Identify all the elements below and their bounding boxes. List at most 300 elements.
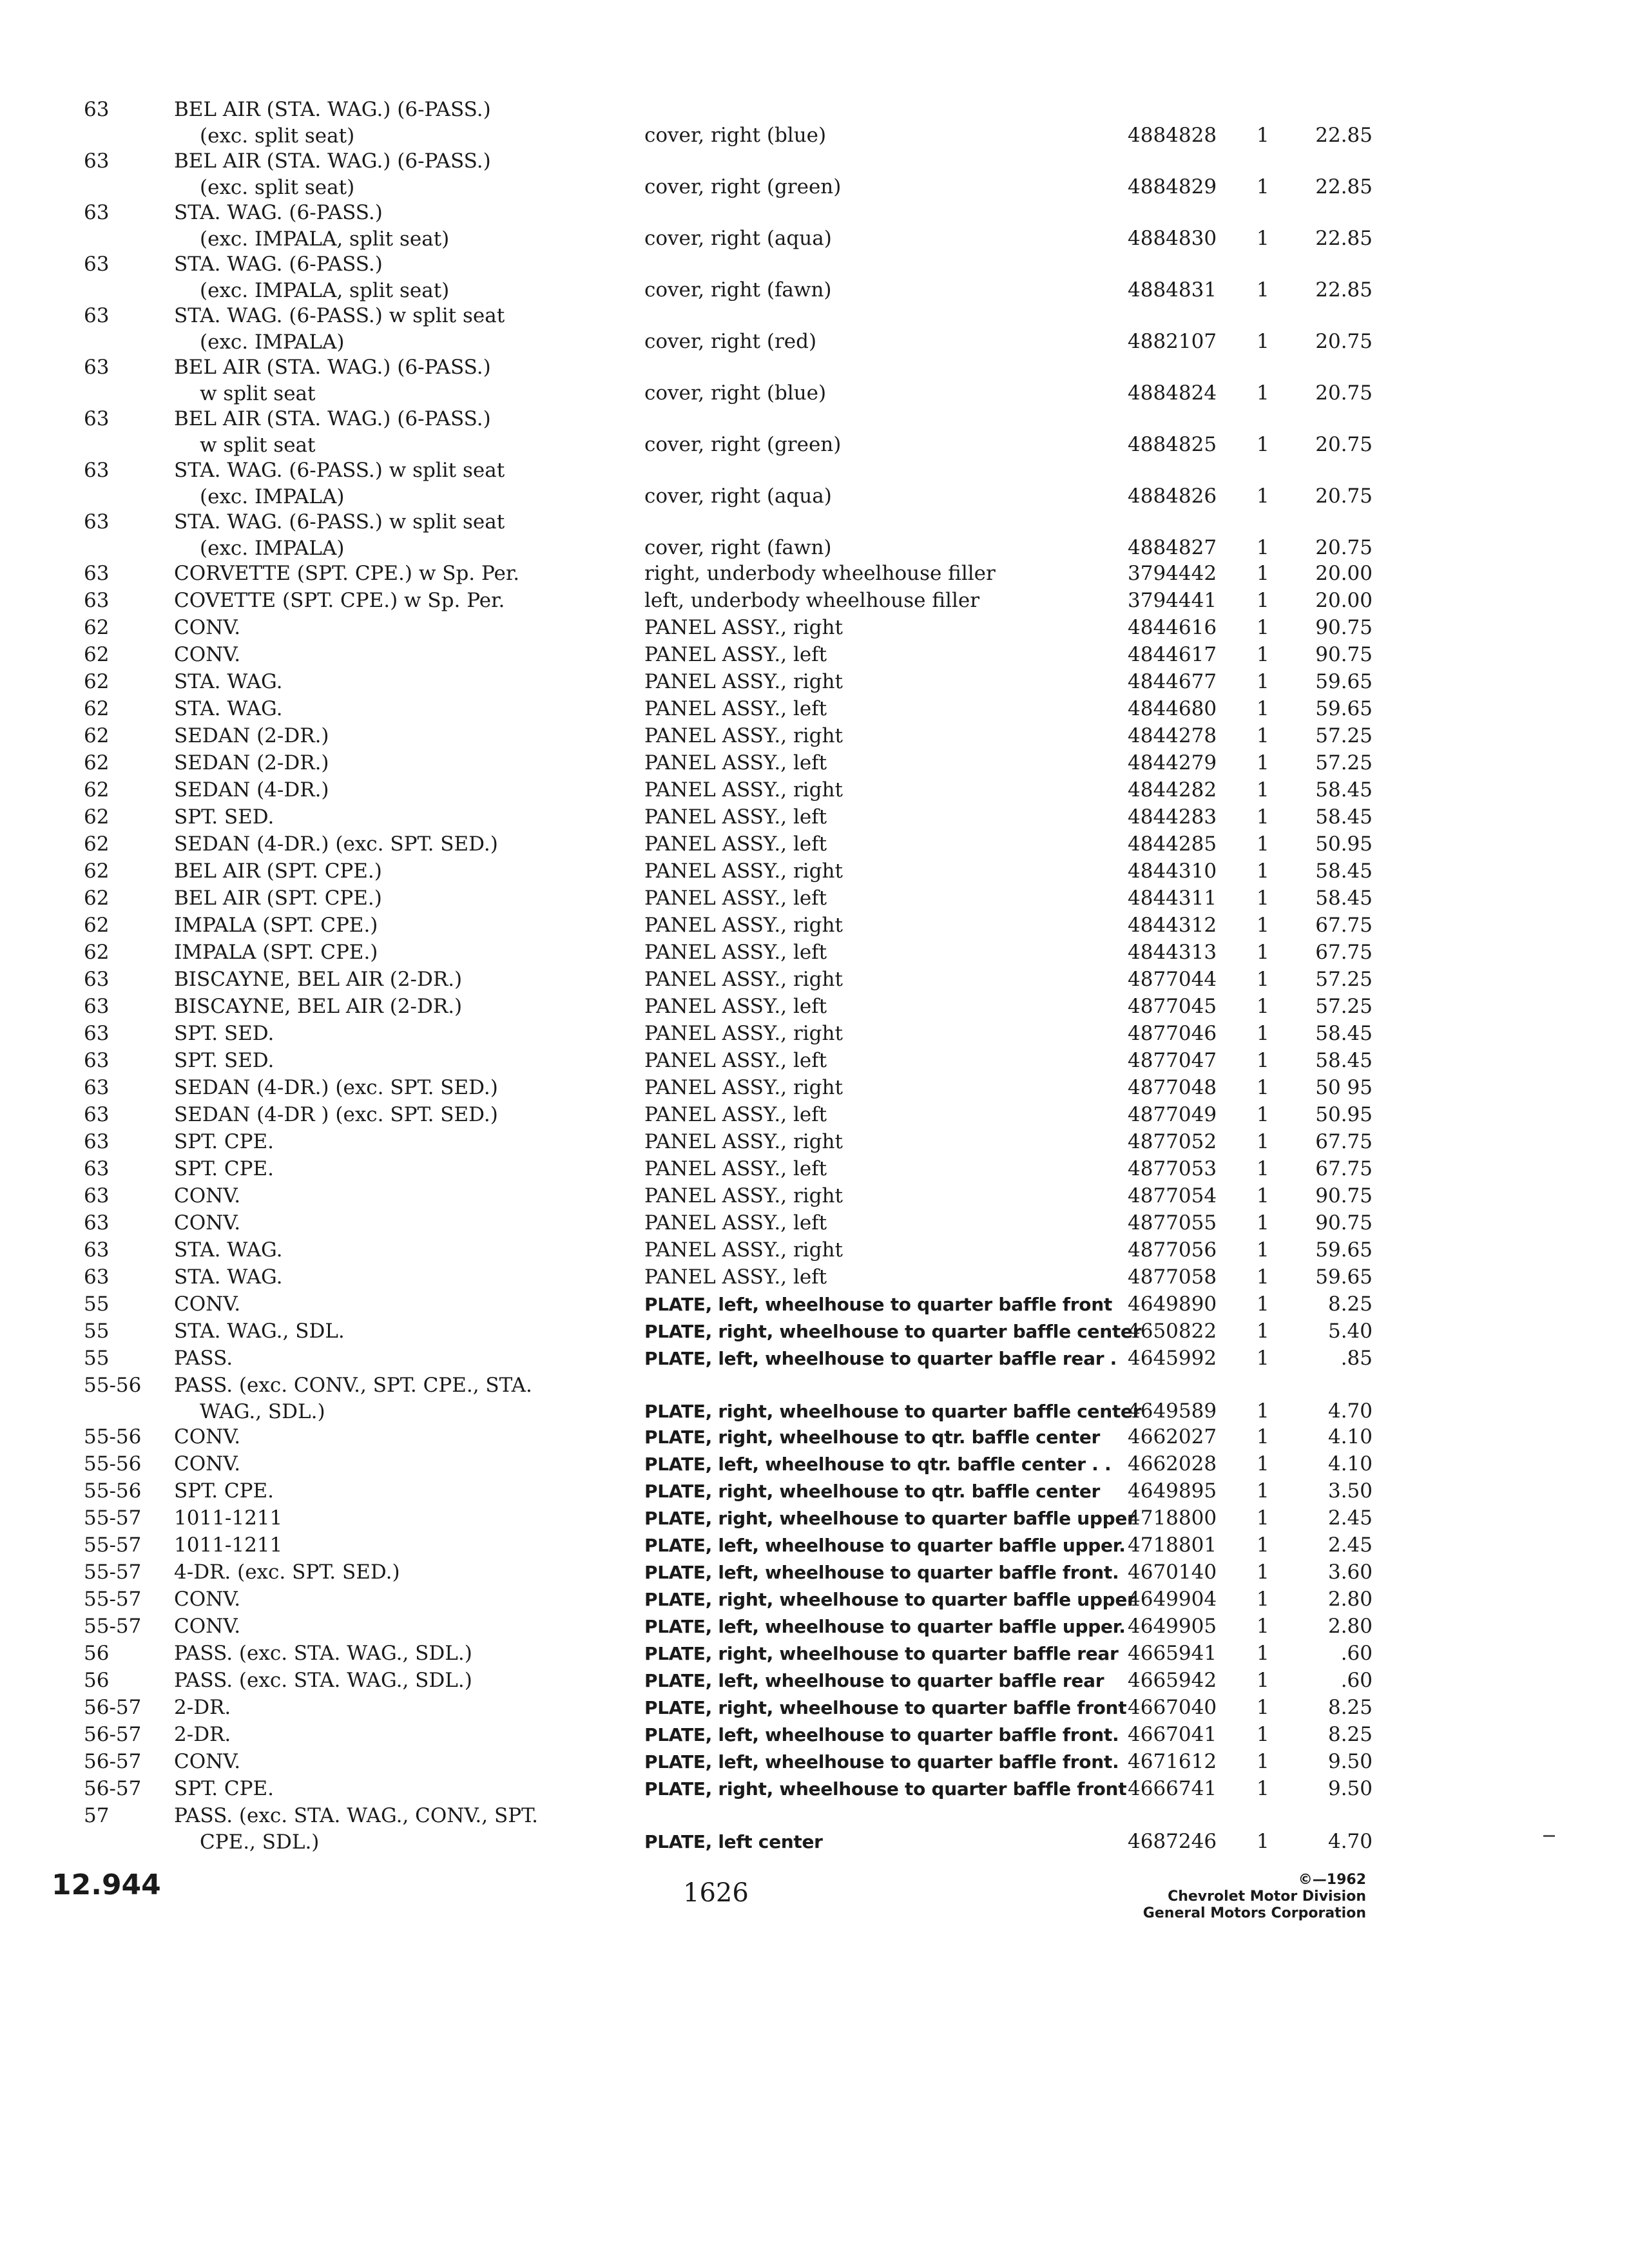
part-number-cell: 4844311 [1128, 887, 1217, 910]
price-cell: 8.25 [1327, 1293, 1373, 1316]
part-number-cell: 4877049 [1128, 1103, 1217, 1126]
quantity-cell: 1 [1257, 227, 1269, 250]
part-number-cell: 4877056 [1128, 1238, 1217, 1262]
quantity-cell: 1 [1257, 724, 1269, 747]
description-cell: PLATE, right, wheelhouse to qtr. baffle center [644, 1481, 1101, 1502]
model-cell [174, 1532, 638, 1559]
table-row [71, 1345, 1373, 1372]
description-cell: PLATE, right, wheelhouse to quarter baffle upper [644, 1508, 1136, 1529]
model-line: STA. WAG. (6-PASS.) w split seat [174, 459, 505, 482]
model-line: 2-DR. [174, 1723, 231, 1746]
table-row [71, 303, 1373, 354]
model-cell [174, 1505, 638, 1532]
year-cell: 62 [84, 832, 110, 856]
price-cell: 57.25 [1315, 968, 1373, 991]
quantity-cell: 1 [1257, 589, 1269, 612]
table-row [71, 1749, 1373, 1776]
model-line: CONV. [174, 1615, 241, 1638]
model-line: CONV. [174, 643, 241, 666]
price-cell: 2.80 [1327, 1588, 1373, 1611]
quantity-cell: 1 [1257, 1479, 1269, 1503]
part-number-cell: 4645992 [1128, 1347, 1217, 1370]
year-cell: 62 [84, 751, 110, 774]
description-cell: cover, right (green) [644, 175, 842, 198]
price-cell: 67.75 [1315, 1157, 1373, 1180]
model-line: CORVETTE (SPT. CPE.) w Sp. Per. [174, 562, 520, 585]
quantity-cell: 1 [1257, 643, 1269, 666]
model-line: BEL AIR (STA. WAG.) (6-PASS.) [174, 98, 491, 121]
model-cell [174, 1613, 638, 1640]
model-cell [174, 642, 638, 668]
model-cell [174, 1345, 638, 1372]
model-line: PASS. (exc. STA. WAG., CONV., SPT. [174, 1804, 539, 1827]
description-cell: PANEL ASSY., right [644, 1022, 843, 1045]
quantity-cell: 1 [1257, 124, 1269, 147]
part-number-cell: 4649905 [1128, 1615, 1217, 1638]
quantity-cell: 1 [1257, 1642, 1269, 1665]
description-cell: PANEL ASSY., left [644, 805, 827, 829]
price-cell: 4.70 [1327, 1399, 1373, 1423]
year-cell: 55-57 [84, 1506, 142, 1530]
price-cell: 58.45 [1315, 1022, 1373, 1045]
year-cell: 57 [84, 1804, 110, 1827]
model-cell [174, 1291, 638, 1318]
part-number-cell: 4650822 [1128, 1320, 1217, 1343]
margin-mark [1543, 1835, 1555, 1837]
model-line: SPT. CPE. [174, 1157, 274, 1180]
description-cell: cover, right (green) [644, 433, 842, 456]
part-number-cell: 4844313 [1128, 941, 1217, 964]
part-number-cell: 4718800 [1128, 1506, 1217, 1530]
description-cell: PANEL ASSY., right [644, 1184, 843, 1207]
description-cell: PANEL ASSY., left [644, 643, 827, 666]
year-cell: 62 [84, 670, 110, 693]
quantity-cell: 1 [1257, 1561, 1269, 1584]
model-line: CONV. [174, 1750, 241, 1773]
quantity-cell: 1 [1257, 860, 1269, 883]
quantity-cell: 1 [1257, 1076, 1269, 1099]
part-number-cell: 4884831 [1128, 278, 1217, 302]
part-number-cell: 4667041 [1128, 1723, 1217, 1746]
model-cell [174, 939, 638, 966]
part-number-cell: 4884827 [1128, 536, 1217, 559]
model-cell [174, 723, 638, 749]
quantity-cell: 1 [1257, 887, 1269, 910]
price-cell: 2.45 [1327, 1533, 1373, 1557]
model-line: CONV. [174, 1211, 241, 1235]
description-cell: PANEL ASSY., right [644, 670, 843, 693]
part-number-cell: 4877045 [1128, 995, 1217, 1018]
part-number-cell: 4649589 [1128, 1399, 1217, 1423]
model-line: SEDAN (4-DR.) (exc. SPT. SED.) [174, 832, 498, 856]
table-row [71, 457, 1373, 509]
model-cell [174, 1075, 638, 1101]
description-cell: PANEL ASSY., left [644, 1211, 827, 1235]
description-cell: PANEL ASSY., left [644, 887, 827, 910]
description-cell: left, underbody wheelhouse filler [644, 589, 980, 612]
model-line: 4-DR. (exc. SPT. SED.) [174, 1561, 400, 1584]
year-cell: 55-56 [84, 1479, 142, 1503]
model-line: CONV. [174, 1184, 241, 1207]
price-cell: 59.65 [1315, 670, 1373, 693]
model-line: STA. WAG. [174, 697, 283, 720]
model-cell [174, 1237, 638, 1264]
model-cell [174, 1722, 638, 1748]
copyright-notice: ©—1962 [1298, 1872, 1366, 1888]
quantity-cell: 1 [1257, 1130, 1269, 1153]
price-cell: 67.75 [1315, 1130, 1373, 1153]
year-cell: 63 [84, 149, 110, 173]
model-line: IMPALA (SPT. CPE.) [174, 941, 378, 964]
table-row [71, 148, 1373, 200]
model-cell [174, 1021, 638, 1047]
parts-list [71, 97, 1373, 1854]
price-cell: 57.25 [1315, 724, 1373, 747]
quantity-cell: 1 [1257, 1777, 1269, 1800]
part-number-cell: 4877044 [1128, 968, 1217, 991]
part-number-cell: 4649904 [1128, 1588, 1217, 1611]
model-cell [174, 1451, 638, 1477]
model-line: STA. WAG. [174, 1265, 283, 1289]
model-cell [174, 251, 638, 304]
price-cell: 58.45 [1315, 1049, 1373, 1072]
model-line: BISCAYNE, BEL AIR (2-DR.) [174, 968, 463, 991]
model-cell [174, 354, 638, 407]
description-cell: cover, right (red) [644, 330, 817, 353]
price-cell: 8.25 [1327, 1696, 1373, 1719]
quantity-cell: 1 [1257, 1399, 1269, 1423]
year-cell: 62 [84, 697, 110, 720]
quantity-cell: 1 [1257, 1533, 1269, 1557]
part-number-cell: 4884829 [1128, 175, 1217, 198]
model-line: CPE., SDL.) [200, 1831, 320, 1854]
description-cell: PANEL ASSY., right [644, 778, 843, 802]
model-line: BEL AIR (SPT. CPE.) [174, 860, 382, 883]
table-row [71, 1640, 1373, 1667]
year-cell: 63 [84, 1076, 110, 1099]
model-line: (exc. IMPALA) [200, 537, 345, 560]
quantity-cell: 1 [1257, 1049, 1269, 1072]
table-row [71, 669, 1373, 696]
price-cell: 20.75 [1315, 536, 1373, 559]
table-row [71, 509, 1373, 561]
price-cell: 90.75 [1315, 616, 1373, 639]
model-cell [174, 303, 638, 356]
model-cell [174, 509, 638, 562]
year-cell: 55-57 [84, 1561, 142, 1584]
model-line: BEL AIR (SPT. CPE.) [174, 887, 382, 910]
model-cell [174, 966, 638, 993]
price-cell: 9.50 [1327, 1777, 1373, 1800]
description-cell: cover, right (aqua) [644, 485, 832, 508]
price-cell: 20.00 [1315, 589, 1373, 612]
description-cell: cover, right (blue) [644, 381, 827, 405]
quantity-cell: 1 [1257, 1830, 1269, 1853]
description-cell: PANEL ASSY., left [644, 697, 827, 720]
table-row [71, 1532, 1373, 1559]
price-cell: .60 [1340, 1642, 1373, 1665]
part-number-cell: 4877052 [1128, 1130, 1217, 1153]
price-cell: 58.45 [1315, 860, 1373, 883]
year-cell: 63 [84, 1022, 110, 1045]
model-cell [174, 1048, 638, 1074]
year-cell: 55-57 [84, 1533, 142, 1557]
table-row [71, 1803, 1373, 1854]
description-cell: PLATE, left, wheelhouse to quarter baffle front. [644, 1751, 1119, 1773]
model-cell [174, 588, 638, 614]
quantity-cell: 1 [1257, 485, 1269, 508]
part-number-cell: 4666741 [1128, 1777, 1217, 1800]
year-cell: 62 [84, 805, 110, 829]
year-cell: 55 [84, 1320, 110, 1343]
year-cell: 56 [84, 1642, 110, 1665]
quantity-cell: 1 [1257, 1750, 1269, 1773]
model-line: CONV. [174, 616, 241, 639]
year-cell: 55-56 [84, 1374, 142, 1397]
price-cell: 67.75 [1315, 914, 1373, 937]
model-cell [174, 1803, 638, 1856]
year-cell: 62 [84, 887, 110, 910]
price-cell: 57.25 [1315, 995, 1373, 1018]
model-line: (exc. split seat) [200, 124, 355, 148]
model-cell [174, 1156, 638, 1182]
description-cell: PANEL ASSY., right [644, 860, 843, 883]
price-cell: 22.85 [1315, 175, 1373, 198]
table-row [71, 354, 1373, 406]
part-number-cell: 4877046 [1128, 1022, 1217, 1045]
quantity-cell: 1 [1257, 995, 1269, 1018]
model-line: (exc. IMPALA) [200, 485, 345, 508]
quantity-cell: 1 [1257, 330, 1269, 353]
table-row [71, 1237, 1373, 1264]
part-number-cell: 4844616 [1128, 616, 1217, 639]
year-cell: 63 [84, 1103, 110, 1126]
year-cell: 63 [84, 1130, 110, 1153]
part-number-cell: 4665941 [1128, 1642, 1217, 1665]
year-cell: 55-56 [84, 1452, 142, 1475]
price-cell: 58.45 [1315, 887, 1373, 910]
year-cell: 63 [84, 1049, 110, 1072]
price-cell: 20.75 [1315, 330, 1373, 353]
model-line: w split seat [200, 382, 316, 405]
table-row [71, 1722, 1373, 1749]
description-cell: cover, right (fawn) [644, 536, 832, 559]
price-cell: 50.95 [1315, 1103, 1373, 1126]
model-cell [174, 561, 638, 587]
description-cell: PLATE, left, wheelhouse to qtr. baffle center . . [644, 1454, 1112, 1475]
price-cell: 3.50 [1327, 1479, 1373, 1503]
model-cell [174, 804, 638, 831]
year-cell: 62 [84, 941, 110, 964]
quantity-cell: 1 [1257, 1669, 1269, 1692]
quantity-cell: 1 [1257, 1238, 1269, 1262]
price-cell: 4.10 [1327, 1425, 1373, 1448]
part-number-cell: 4687246 [1128, 1830, 1217, 1853]
table-row [71, 1264, 1373, 1291]
quantity-cell: 1 [1257, 1723, 1269, 1746]
model-cell [174, 1640, 638, 1667]
quantity-cell: 1 [1257, 175, 1269, 198]
description-cell: PLATE, left, wheelhouse to quarter baffle rear . [644, 1348, 1117, 1369]
table-row [71, 1695, 1373, 1722]
description-cell: PANEL ASSY., right [644, 1130, 843, 1153]
division-name: Chevrolet Motor Division [1168, 1888, 1366, 1905]
part-number-cell: 4844680 [1128, 697, 1217, 720]
description-cell: PLATE, left center [644, 1831, 823, 1852]
model-line: SPT. SED. [174, 1049, 275, 1072]
year-cell: 63 [84, 968, 110, 991]
quantity-cell: 1 [1257, 1347, 1269, 1370]
description-cell: cover, right (aqua) [644, 227, 832, 250]
model-line: PASS. [174, 1347, 233, 1370]
model-line: BEL AIR (STA. WAG.) (6-PASS.) [174, 149, 491, 173]
price-cell: 59.65 [1315, 1238, 1373, 1262]
price-cell: 22.85 [1315, 124, 1373, 147]
table-row [71, 1102, 1373, 1129]
quantity-cell: 1 [1257, 1184, 1269, 1207]
model-cell [174, 696, 638, 722]
quantity-cell: 1 [1257, 1452, 1269, 1475]
part-number-cell: 4844285 [1128, 832, 1217, 856]
table-row [71, 1372, 1373, 1424]
table-row [71, 1129, 1373, 1156]
description-cell: PLATE, left, wheelhouse to quarter baffle upper. [644, 1616, 1126, 1637]
model-line: SEDAN (4-DR.) (exc. SPT. SED.) [174, 1076, 498, 1099]
description-cell: cover, right (fawn) [644, 278, 832, 302]
part-number-cell: 4844677 [1128, 670, 1217, 693]
year-cell: 63 [84, 201, 110, 224]
price-cell: 59.65 [1315, 1265, 1373, 1289]
description-cell: PANEL ASSY., left [644, 1157, 827, 1180]
model-line: BISCAYNE, BEL AIR (2-DR.) [174, 995, 463, 1018]
part-number-cell: 4882107 [1128, 330, 1217, 353]
part-number-cell: 4662028 [1128, 1452, 1217, 1475]
model-line: SPT. CPE. [174, 1777, 274, 1800]
quantity-cell: 1 [1257, 562, 1269, 585]
model-cell [174, 1264, 638, 1291]
price-cell: 90.75 [1315, 1184, 1373, 1207]
model-line: (exc. IMPALA, split seat) [200, 279, 450, 302]
description-cell: PANEL ASSY., left [644, 751, 827, 774]
model-line: SPT. SED. [174, 805, 275, 829]
model-line: PASS. (exc. CONV., SPT. CPE., STA. [174, 1374, 532, 1397]
model-cell [174, 858, 638, 885]
table-row [71, 1021, 1373, 1048]
part-number-cell: 4844312 [1128, 914, 1217, 937]
model-cell [174, 912, 638, 939]
price-cell: 90.75 [1315, 643, 1373, 666]
part-number-cell: 4877047 [1128, 1049, 1217, 1072]
model-cell [174, 1424, 638, 1450]
description-cell: PLATE, left, wheelhouse to quarter baffle front. [644, 1724, 1119, 1745]
year-cell: 63 [84, 1157, 110, 1180]
description-cell: PANEL ASSY., left [644, 1103, 827, 1126]
model-line: STA. WAG. [174, 1238, 283, 1262]
year-cell: 62 [84, 616, 110, 639]
table-row [71, 1156, 1373, 1183]
model-cell [174, 1559, 638, 1586]
model-line: IMPALA (SPT. CPE.) [174, 914, 378, 937]
year-cell: 62 [84, 643, 110, 666]
description-cell: PANEL ASSY., right [644, 968, 843, 991]
model-line: 1011-1211 [174, 1533, 283, 1557]
model-line: w split seat [200, 434, 316, 457]
part-number-cell: 4844279 [1128, 751, 1217, 774]
table-row [71, 615, 1373, 642]
model-cell [174, 1667, 638, 1694]
description-cell: PLATE, right, wheelhouse to quarter baffle front [644, 1697, 1127, 1718]
description-cell: PLATE, right, wheelhouse to quarter baffle center [644, 1401, 1142, 1422]
part-number-cell: 4877053 [1128, 1157, 1217, 1180]
table-row [71, 1075, 1373, 1102]
corporation-name: General Motors Corporation [1142, 1905, 1366, 1921]
price-cell: .60 [1340, 1669, 1373, 1692]
year-cell: 63 [84, 1184, 110, 1207]
description-cell: PLATE, left, wheelhouse to quarter baffle front [644, 1294, 1112, 1315]
quantity-cell: 1 [1257, 1265, 1269, 1289]
quantity-cell: 1 [1257, 1615, 1269, 1638]
quantity-cell: 1 [1257, 697, 1269, 720]
part-number-cell: 4877048 [1128, 1076, 1217, 1099]
table-row [71, 1613, 1373, 1640]
table-row [71, 994, 1373, 1021]
model-line: STA. WAG. (6-PASS.) [174, 201, 383, 224]
price-cell: 50 95 [1315, 1076, 1373, 1099]
table-row [71, 696, 1373, 723]
quantity-cell: 1 [1257, 1320, 1269, 1343]
model-line: (exc. IMPALA) [200, 331, 345, 354]
part-number-cell: 4877058 [1128, 1265, 1217, 1289]
price-cell: 20.75 [1315, 485, 1373, 508]
price-cell: 2.45 [1327, 1506, 1373, 1530]
part-number-cell: 4877054 [1128, 1184, 1217, 1207]
quantity-cell: 1 [1257, 1588, 1269, 1611]
page-number: 1626 [683, 1878, 749, 1908]
model-line: SPT. CPE. [174, 1479, 274, 1503]
quantity-cell: 1 [1257, 914, 1269, 937]
model-cell [174, 777, 638, 803]
quantity-cell: 1 [1257, 1157, 1269, 1180]
table-row [71, 642, 1373, 669]
price-cell: 4.10 [1327, 1452, 1373, 1475]
year-cell: 55-56 [84, 1425, 142, 1448]
table-row [71, 1667, 1373, 1695]
model-cell [174, 1129, 638, 1155]
price-cell: 67.75 [1315, 941, 1373, 964]
year-cell: 56 [84, 1669, 110, 1692]
table-row [71, 885, 1373, 912]
part-number-cell: 4844278 [1128, 724, 1217, 747]
model-line: CONV. [174, 1452, 241, 1475]
part-number-cell: 4844282 [1128, 778, 1217, 802]
quantity-cell: 1 [1257, 670, 1269, 693]
year-cell: 63 [84, 253, 110, 276]
model-cell [174, 750, 638, 776]
table-row [71, 777, 1373, 804]
model-line: STA. WAG., SDL. [174, 1320, 345, 1343]
model-line: 1011-1211 [174, 1506, 283, 1530]
price-cell: 50.95 [1315, 832, 1373, 856]
model-line: SEDAN (2-DR.) [174, 724, 329, 747]
model-cell [174, 1695, 638, 1721]
table-row [71, 966, 1373, 994]
table-row [71, 561, 1373, 588]
price-cell: 58.45 [1315, 805, 1373, 829]
table-row [71, 1586, 1373, 1613]
quantity-cell: 1 [1257, 1506, 1269, 1530]
table-row [71, 939, 1373, 966]
price-cell: 9.50 [1327, 1750, 1373, 1773]
